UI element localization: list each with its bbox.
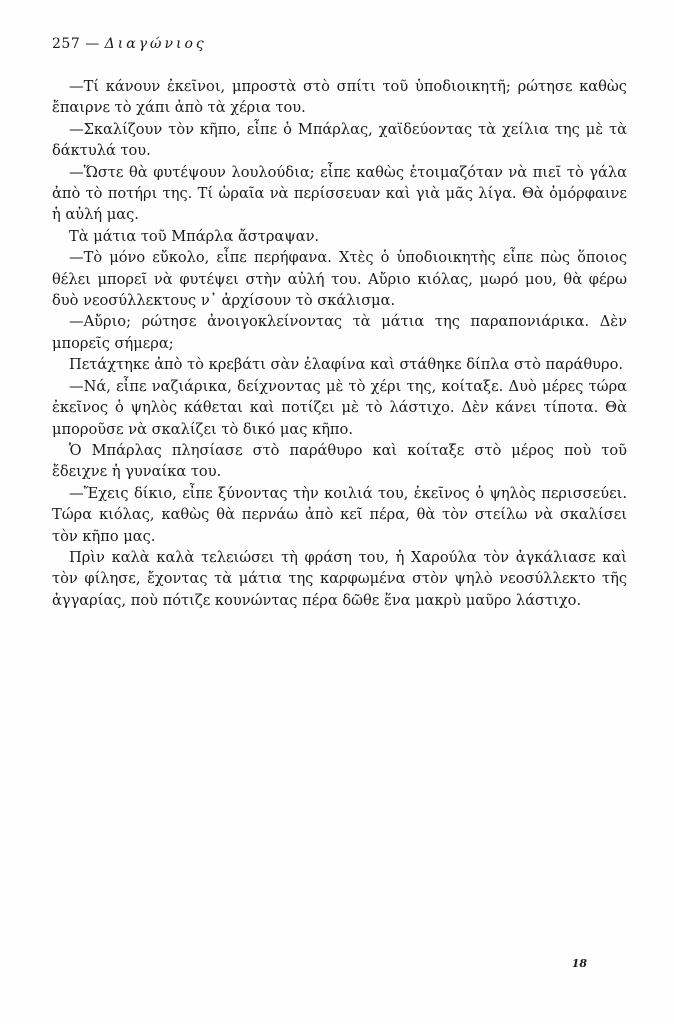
paragraph: Ὁ Μπάρλας πλησίασε στὸ παράθυρο καὶ κοίταξε στὸ μέρος ποὺ τοῦ ἔδειχνε ἡ γυναίκα του. [52, 441, 627, 481]
paragraph: —Νά, εἶπε ναζιάρικα, δείχνοντας μὲ τὸ χέρι της, κοίταξε. Δυὸ μέρες τώρα ἐκεῖνος ὁ ψηλὸς κάθεται καὶ ποτίζει μὲ τὸ λάστιχο. Δὲν κάνει τίποτα. Θὰ μποροῦσε νὰ σκαλίζει τὸ δικό μας κῆπο. [52, 377, 627, 438]
paragraph: Πρὶν καλὰ καλὰ τελειώσει τὴ φράση του, ἡ Χαρούλα τὸν ἀγκάλιασε καὶ τὸν φίλησε, ἔχοντας τὰ μάτια της καρφωμένα στὸν ψηλὸ νεοσύλλεκτο τῆς ἀγγαρίας, ποὺ πότιζε κουνώντας πέρα δῶθε ἕνα μακρὺ μαῦρο λάστιχο. [52, 548, 627, 609]
running-head [52, 36, 207, 52]
header-separator: — [85, 36, 100, 52]
paragraph: —Σκαλίζουν τὸν κῆπο, εἶπε ὁ Μπάρλας, χαϊδεύοντας τὰ χείλια της μὲ τὰ δάκτυλά του. [52, 120, 627, 160]
paragraph: —Ἔχεις δίκιο, εἶπε ξύνοντας τὴν κοιλιά του, ἐκεῖνος ὁ ψηλὸς περισσεύει. Τώρα κιόλας, καθὼς θὰ περνάω ἀπὸ κεῖ πέρα, θὰ τὸν στείλω νὰ σκαλίσει τὸν κῆπο μας. [52, 484, 627, 545]
paragraph: Πετάχτηκε ἀπὸ τὸ κρεβάτι σὰν ἐλαφίνα καὶ στάθηκε δίπλα στὸ παράθυρο. [69, 356, 624, 374]
paragraph: —Τὸ μόνο εὔκολο, εἶπε περήφανα. Χτὲς ὁ ὑποδιοικητὴς εἶπε πὼς ὅποιος θέλει μπορεῖ νὰ φυτέψει στὴν αὐλή του. Αὔριο κιόλας, μωρό μου, θὰ φέρω δυὸ νεοσύλλεκτους ν᾽ ἀρχίσουν τὸ σκάλισμα. [52, 249, 627, 310]
page-number: 257 [52, 36, 81, 52]
paragraph: —Αὔριο; ρώτησε ἀνοιγοκλείνοντας τὰ μάτια της παραπονιάρικα. Δὲν μπορεῖς σήμερα; [52, 313, 627, 352]
paragraph: Τὰ μάτια τοῦ Μπάρλα ἄστραψαν. [69, 227, 320, 245]
signature-mark: 18 [571, 957, 587, 970]
paragraph: —Τί κάνουν ἐκεῖνοι, μπροστὰ στὸ σπίτι τοῦ ὑποδιοικητῆ; ρώτησε καθὼς ἔπαιρνε τὸ χάπι ἀπὸ τὰ χέρια του. [52, 78, 627, 117]
book-title: Διαγώνιος [104, 36, 207, 52]
body-text [52, 76, 627, 611]
paragraph: —Ὥστε θὰ φυτέψουν λουλούδια; εἶπε καθὼς ἑτοιμαζόταν νὰ πιεῖ τὸ γάλα ἀπὸ τὸ ποτήρι της. Τί ὡραῖα νὰ περίσσευαν καὶ γιὰ μᾶς λίγα. Θὰ ὀμόρφαινε ἡ αὐλή μας. [52, 163, 627, 224]
